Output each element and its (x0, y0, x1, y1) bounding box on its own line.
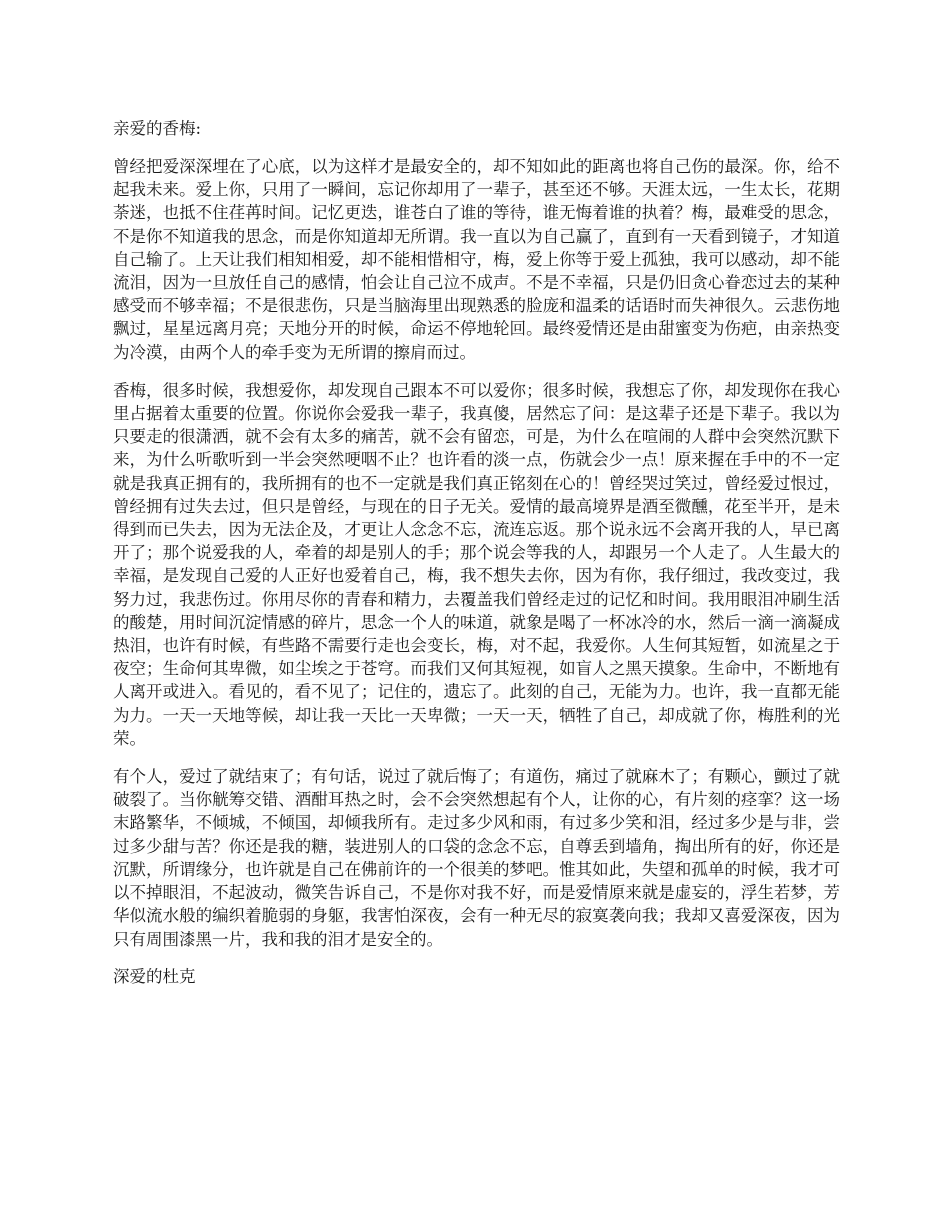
salutation: 亲爱的香梅: (113, 119, 202, 138)
letter-paragraph-1: 曾经把爱深深埋在了心底，以为这样才是最安全的，却不知如此的距离也将自己伤的最深。你，给不起我未来。爱上你，只用了一瞬间，忘记你却用了一辈子，甚至还不够。天涯太远，一生太长，花期荼迷，也抵不住荏苒时间。记忆更迭，谁苍白了谁的等待，谁无悔着谁的执着？梅，最难受的思念，不是你不知道我的思念，而是你知道却无所谓。我一直以为自己赢了，直到有一天看到镜子，才知道自己输了。上天让我们相知相爱，却不能相惜相守，梅，爱上你等于爱上孤独，我可以感动，却不能流泪，因为一旦放任自己的感情，怕会让自己泣不成声。不是不幸福，只是仍旧贪心眷恋过去的某种感受而不够幸福；不是很悲伤，只是当脑海里出现熟悉的脸庞和温柔的话语时而失神很久。云悲伤地飘过，星星远离月亮；天地分开的时候，命运不停地轮回。最终爱情还是由甜蜜变为伤疤，由亲热变为冷漠，由两个人的牵手变为无所谓的擦肩而过。 (113, 157, 840, 362)
signature: 深爱的杜克 (113, 966, 196, 986)
letter-paragraph-3: 有个人，爱过了就结束了；有句话，说过了就后悔了；有道伤，痛过了就麻木了；有颗心，颤过了就破裂了。当你觥筹交错、酒酣耳热之时，会不会突然想起有个人，让你的心，有片刻的痉挛？这一场末路繁华，不倾城，不倾国，却倾我所有。走过多少风和雨，有过多少笑和泪，经过多少是与非，尝过多少甜与苦？你还是我的糖，装进别人的口袋的念念不忘，自尊丢到墙角，掏出所有的好，你还是沉默，所谓缘分，也许就是自己在佛前许的一个很美的梦吧。惟其如此，失望和孤单的时候，我才可以不掉眼泪，不起波动，微笑告诉自己，不是你对我不好，而是爱情原来就是虚妄的，浮生若梦，芳华似流水般的编织着脆弱的身躯，我害怕深夜，会有一种无尽的寂寞袭向我；我却又喜爱深夜，因为只有周围漆黑一片，我和我的泪才是安全的。 (113, 767, 840, 949)
letter-paragraph-2: 香梅，很多时候，我想爱你，却发现自己跟本不可以爱你；很多时候，我想忘了你，却发现你在我心里占据着太重要的位置。你说你会爱我一辈子，我真傻，居然忘了问：是这辈子还是下辈子。我以为只要走的很潇洒，就不会有太多的痛苦，就不会有留恋，可是，为什么在喧闹的人群中会突然沉默下来，为什么听歌听到一半会突然哽咽不止？也许看的淡一点，伤就会少一点！原来握在手中的不一定就是我真正拥有的，我所拥有的也不一定就是我们真正铭刻在心的！曾经哭过笑过，曾经爱过恨过，曾经拥有过失去过，但只是曾经，与现在的日子无关。爱情的最高境界是酒至微醺，花至半开，是未得到而已失去，因为无法企及，才更让人念念不忘，流连忘返。那个说永远不会离开我的人，早已离开了；那个说爱我的人，牵着的却是别人的手；那个说会等我的人，却跟另一个人走了。人生最大的幸福，是发现自己爱的人正好也爱着自己，梅，我不想失去你，因为有你，我仔细过，我改变过，我努力过，我悲伤过。你用尽你的青春和精力，去覆盖我们曾经走过的记忆和时间。我用眼泪冲刷生活的酸楚，用时间沉淀情感的碎片，思念一个人的味道，就象是喝了一杯冰冷的水，然后一滴一滴凝成热泪，也许有时候，有些路不需要行走也会变长，梅，对不起，我爱你。人生何其短暂，如流星之于夜空；生命何其卑微，如尘埃之于苍穹。而我们又何其短视，如盲人之黑天摸象。生命中，不断地有人离开或进入。看见的，看不见了；记住的，遗忘了。此刻的自己，无能为力。也许，我一直都无能为力。一天一天地等候，却让我一天比一天卑微；一天一天，牺牲了自己，却成就了你，梅胜利的光荣。 (113, 380, 840, 748)
letter-page (113, 118, 840, 1003)
